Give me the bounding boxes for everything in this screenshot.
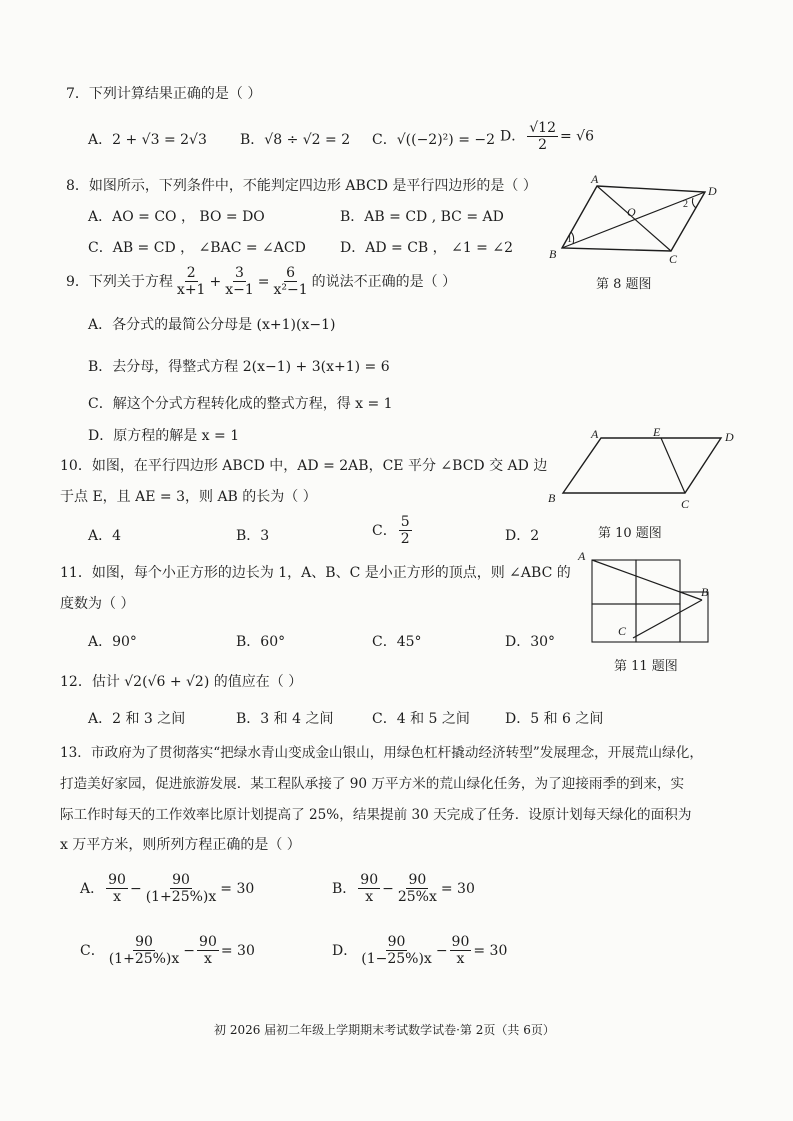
- q13-option-a: [80, 872, 254, 905]
- fraction: [197, 934, 219, 967]
- fraction-numerator: 6: [286, 265, 296, 281]
- q7-option-b-label: B．: [240, 132, 265, 148]
- q7-option-a-expr: 2 + √3 = 2√3: [112, 132, 207, 148]
- minus-sign: −: [435, 942, 448, 959]
- q9-stem-prefix: 9．下列关于方程: [66, 273, 173, 290]
- fraction: [144, 872, 219, 905]
- q11-stem-line-1: 11．如图，每个小正方形的边长为 1，A、B、C 是小正方形的顶点，则 ∠ABC 的: [60, 565, 571, 581]
- fraction-denominator: x: [203, 951, 212, 967]
- segment-ab: [592, 560, 702, 600]
- q10-option-c-label: C．: [372, 522, 397, 539]
- q8-option-b: B．AB = CD , BC = AD: [340, 209, 504, 225]
- q12-option-b: B．3 和 4 之间: [236, 711, 334, 727]
- label-b: B: [548, 491, 556, 505]
- label-d: D: [725, 430, 734, 444]
- q13-option-c: [80, 934, 255, 967]
- page-footer: 初 2026 届初二年级上学期期末考试数学试卷·第 2页（共 6页）: [214, 1023, 555, 1037]
- q9-stem: [66, 265, 456, 298]
- fraction: [107, 934, 182, 967]
- q7-option-d-rhs: = √6: [559, 128, 594, 145]
- q8-stem: 8．如图所示，下列条件中，不能判定四边形 ABCD 是平行四边形的是（ ）: [66, 178, 537, 194]
- q13-line-2: 打造美好家园，促进旅游发展．某工程队承接了 90 万平方米的荒山绿化任务，为了迎接雨季的到来，实: [60, 776, 685, 792]
- fraction: [396, 872, 439, 905]
- fraction-numerator: 2: [186, 265, 196, 281]
- square-grid: [592, 560, 708, 642]
- fraction-numerator: 90: [172, 872, 190, 888]
- label-c: C: [681, 497, 690, 511]
- label-e: E: [653, 425, 661, 439]
- fraction: [358, 872, 380, 905]
- q13-line-1: 13．市政府为了贯彻落实“把绿水青山变成金山银山，用绿色杠杆撬动经济转型”发展理念，开展荒山绿化，: [60, 745, 703, 761]
- q9-fraction-1: [175, 265, 208, 298]
- fraction-denominator: x: [365, 889, 374, 905]
- q9-option-c: C．解这个分式方程转化成的整式方程，得 x = 1: [88, 396, 393, 412]
- fraction-denominator: 2: [538, 137, 548, 153]
- label-o: O: [627, 205, 636, 219]
- q7-option-c: [372, 130, 495, 150]
- fraction-denominator: (1−25%)x: [361, 951, 432, 967]
- q7-stem: 7．下列计算结果正确的是（ ）: [66, 86, 262, 102]
- q10-option-a: A．4: [88, 528, 122, 544]
- q13-option-a-rhs: = 30: [220, 880, 255, 897]
- fraction: [359, 934, 434, 967]
- q7-option-c-label: C．: [372, 132, 397, 148]
- fraction-denominator: x²−1: [273, 282, 308, 298]
- q11-option-a: A．90°: [88, 634, 137, 650]
- q10-option-c-fraction: [399, 514, 412, 547]
- q8-option-d: D．AD = CB ， ∠1 = ∠2: [340, 240, 513, 256]
- plus-sign: +: [209, 273, 222, 290]
- q10-stem-line-1: 10．如图，在平行四边形 ABCD 中，AD = 2AB，CE 平分 ∠BCD 交 AD 边: [60, 458, 548, 474]
- q13-line-4: x 万平方米，则所列方程正确的是（ ）: [60, 837, 301, 853]
- q13-option-d-rhs: = 30: [473, 942, 508, 959]
- fraction: [106, 872, 128, 905]
- fraction-denominator: 25%x: [397, 889, 437, 905]
- q12-option-a: A．2 和 3 之间: [88, 711, 186, 727]
- q10-stem-line-2: 于点 E，且 AE = 3，则 AB 的长为（ ）: [60, 489, 317, 505]
- q7-option-b: [240, 130, 350, 150]
- fraction-denominator: (1+25%)x: [145, 889, 217, 905]
- fraction-denominator: x: [456, 951, 465, 967]
- q10-figure-caption: 第 10 题图: [598, 526, 662, 541]
- angle-2-arc: [692, 198, 696, 208]
- q10-option-c: [372, 514, 414, 547]
- q9-fraction-3: [271, 265, 309, 298]
- q9-option-b: B．去分母，得整式方程 2(x−1) + 3(x+1) = 6: [88, 359, 390, 375]
- parallelogram-abcd: [563, 438, 721, 493]
- fraction-numerator: 5: [400, 514, 410, 530]
- q9-option-a: A．各分式的最简公分母是 (x+1)(x−1): [88, 317, 336, 333]
- label-d: D: [708, 184, 717, 198]
- fraction-numerator: 90: [199, 934, 217, 950]
- label-c: C: [618, 624, 627, 638]
- label-angle-1: 1: [567, 234, 572, 245]
- segment-ce: [661, 438, 685, 493]
- fraction: [450, 934, 472, 967]
- q11-stem-line-2: 度数为（ ）: [60, 596, 135, 612]
- q12-option-c: C．4 和 5 之间: [372, 711, 470, 727]
- fraction-numerator: 90: [135, 934, 153, 950]
- q11-option-c: C．45°: [372, 634, 422, 650]
- minus-sign: −: [183, 942, 196, 959]
- q7-option-a-label: A．: [88, 132, 113, 148]
- label-c: C: [669, 252, 678, 266]
- q9-option-d: D．原方程的解是 x = 1: [88, 428, 240, 444]
- q11-figure: [575, 548, 715, 648]
- q11-option-d: D．30°: [505, 634, 556, 650]
- q10-option-d: D．2: [505, 528, 540, 544]
- fraction-numerator: 90: [387, 934, 406, 950]
- fraction-denominator: x−1: [225, 282, 254, 298]
- q13-option-a-label: A．: [80, 880, 105, 897]
- q13-option-d-label: D．: [332, 942, 358, 959]
- q13-option-c-rhs: = 30: [220, 942, 255, 959]
- q12-option-d: D．5 和 6 之间: [505, 711, 604, 727]
- label-b: B: [549, 247, 557, 261]
- q7-option-d-fraction: [527, 120, 558, 153]
- q7-option-c-expr: √((−2)²) = −2: [396, 132, 496, 148]
- q13-option-d: [332, 934, 507, 967]
- label-a: A: [591, 172, 599, 186]
- q8-figure-caption: 第 8 题图: [596, 277, 652, 292]
- q8-figure: [545, 172, 720, 266]
- fraction-numerator: 90: [360, 872, 379, 888]
- q7-option-b-expr: √8 ÷ √2 = 2: [264, 132, 351, 148]
- fraction-denominator: 2: [400, 531, 410, 547]
- q8-option-a: A．AO = CO ， BO = DO: [88, 209, 265, 225]
- segment-cb: [633, 600, 702, 638]
- q8-option-c: C．AB = CD ， ∠BAC = ∠ACD: [88, 240, 306, 256]
- equals-sign: =: [257, 273, 270, 290]
- minus-sign: −: [129, 880, 142, 897]
- fraction-numerator: 90: [451, 934, 470, 950]
- q10-figure: [545, 425, 740, 511]
- q13-option-b-rhs: = 30: [440, 880, 475, 897]
- fraction-numerator: 3: [235, 265, 244, 281]
- q13-option-b-label: B．: [332, 880, 357, 897]
- minus-sign: −: [382, 880, 394, 897]
- fraction-numerator: 90: [408, 872, 427, 888]
- fraction-denominator: (1+25%)x: [108, 951, 180, 967]
- label-b: B: [701, 585, 709, 599]
- q7-option-d: [500, 120, 594, 153]
- label-a: A: [591, 427, 599, 441]
- q13-option-c-label: C．: [80, 942, 105, 959]
- fraction-denominator: x: [113, 889, 121, 905]
- q11-option-b: B．60°: [236, 634, 286, 650]
- q10-option-b: B．3: [236, 528, 270, 544]
- q12-stem: 12．估计 √2(√6 + √2) 的值应在（ ）: [60, 674, 303, 690]
- q9-stem-suffix: 的说法不正确的是（ ）: [311, 273, 457, 290]
- q7-option-d-label: D．: [500, 128, 526, 145]
- q13-line-3: 际工作时每天的工作效率比原计划提高了 25%，结果提前 30 天完成了任务．设原计划每天绿化的面积为: [60, 807, 692, 823]
- label-angle-2: 2: [683, 199, 688, 210]
- q11-figure-caption: 第 11 题图: [614, 659, 678, 674]
- fraction-denominator: x+1: [176, 282, 206, 298]
- fraction-numerator: 90: [108, 872, 126, 888]
- label-a: A: [578, 549, 586, 563]
- fraction-numerator: √12: [529, 120, 556, 136]
- q7-option-a: [88, 130, 207, 150]
- q9-fraction-2: [223, 265, 256, 298]
- q13-option-b: [332, 872, 475, 905]
